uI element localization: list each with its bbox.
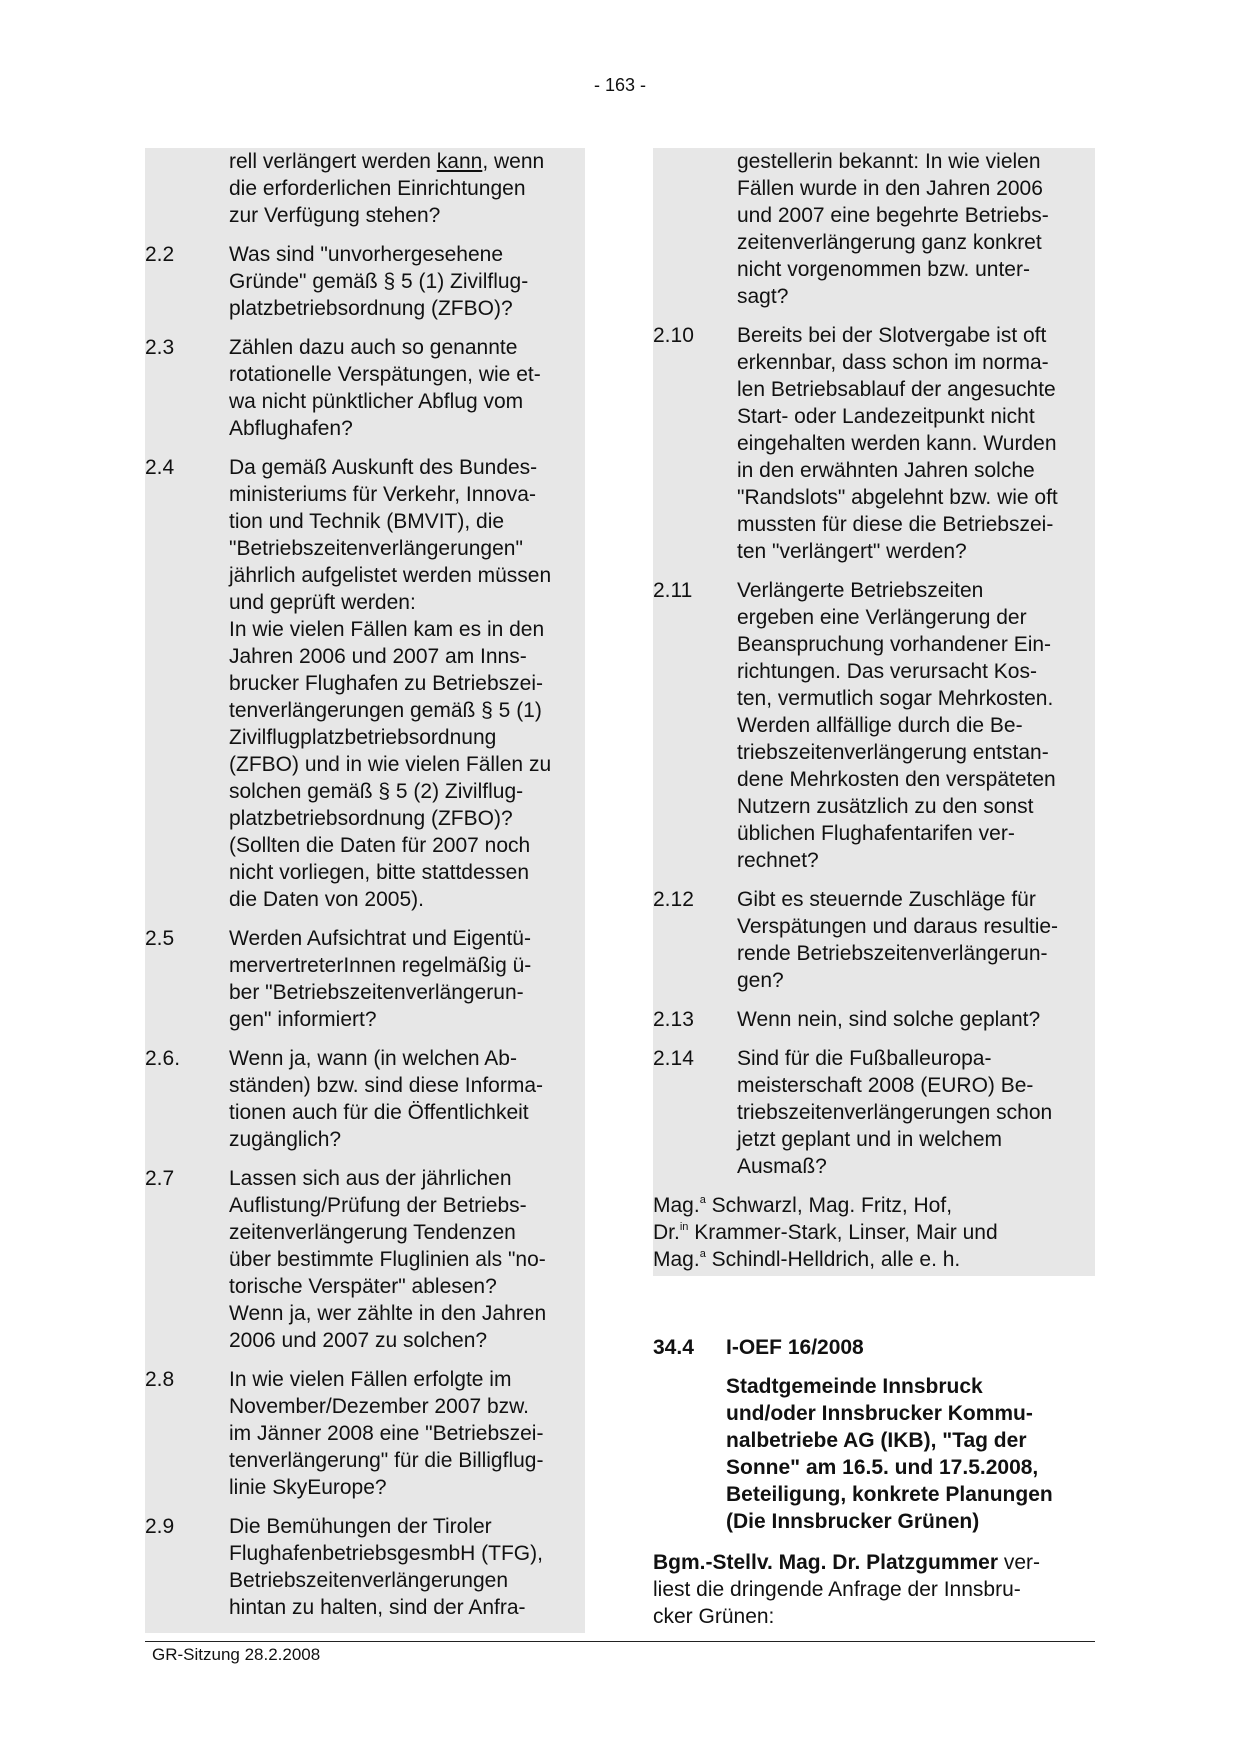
question-line: torische Verspäter" ablesen?	[229, 1275, 497, 1298]
signature-line	[653, 1246, 1095, 1273]
question-line: tion und Technik (BMVIT), die	[229, 510, 505, 533]
question-line: üblichen Flughafentarifen ver-	[737, 822, 1015, 845]
signature-names: Schwarzl, Mag. Fritz, Hof,	[705, 1194, 953, 1217]
left-column	[145, 148, 585, 1633]
question-number: 2.4	[145, 456, 175, 479]
question-line: tenverlängerungen gemäß § 5 (1)	[229, 699, 542, 722]
question-line: Wenn nein, sind solche geplant?	[737, 1008, 1041, 1031]
question-line: nicht vorliegen, bitte stattdessen	[229, 861, 530, 884]
signature-names: Krammer-Stark, Linser, Mair und	[688, 1221, 998, 1244]
signature-block	[653, 1192, 1095, 1273]
continuation-before: rell verlängert werden	[229, 150, 437, 173]
question-line: Abflughafen?	[229, 417, 353, 440]
continuation-line: Fällen wurde in den Jahren 2006	[737, 177, 1043, 200]
question-line: Die Bemühungen der Tiroler	[229, 1515, 492, 1538]
signature-title: Dr.	[653, 1221, 680, 1244]
question-text	[229, 925, 585, 1033]
continuation-line: nicht vorgenommen bzw. unter-	[737, 258, 1030, 281]
question-item	[145, 334, 585, 442]
question-line: in den erwähnten Jahren solche	[737, 459, 1035, 482]
question-line: len Betriebsablauf der angesuchte	[737, 378, 1056, 401]
intro-line: liest die dringende Anfrage der Innsbru-	[653, 1578, 1021, 1601]
question-item	[145, 1045, 585, 1153]
question-text	[229, 454, 585, 913]
page-number: - 163 -	[593, 75, 647, 95]
continuation-line	[229, 148, 585, 175]
signature-title: Mag.	[653, 1248, 700, 1271]
question-line: Nutzern zusätzlich zu den sonst	[737, 795, 1034, 818]
question-line: richtungen. Das verursacht Kos-	[737, 660, 1037, 683]
question-number: 2.5	[145, 927, 175, 950]
question-item	[653, 1045, 1095, 1180]
question-line: wa nicht pünktlicher Abflug vom	[229, 390, 524, 413]
underlined-word: kann	[436, 150, 483, 173]
question-line: triebszeitenverlängerungen schon	[737, 1101, 1053, 1124]
question-line: Betriebszeitenverlängerungen	[229, 1569, 509, 1592]
question-line: In wie vielen Fällen kam es in den	[229, 618, 545, 641]
intro-line: cker Grünen:	[653, 1605, 775, 1628]
question-line: In wie vielen Fällen erfolgte im	[229, 1368, 512, 1391]
question-number: 2.10	[653, 324, 694, 347]
question-line: über bestimmte Fluglinien als "no-	[229, 1248, 546, 1271]
continuation-line: sagt?	[737, 285, 789, 308]
question-line: jetzt geplant und in welchem	[737, 1128, 1002, 1151]
question-line: hintan zu halten, sind der Anfra-	[229, 1596, 526, 1619]
question-text	[229, 241, 585, 322]
question-text	[229, 1366, 585, 1501]
continuation-line: zur Verfügung stehen?	[229, 204, 441, 227]
question-line: Ausmaß?	[737, 1155, 827, 1178]
section-title-line: nalbetriebe AG (IKB), "Tag der	[726, 1429, 1027, 1452]
question-item	[145, 925, 585, 1033]
question-line: Lassen sich aus der jährlichen	[229, 1167, 512, 1190]
question-line: Auflistung/Prüfung der Betriebs-	[229, 1194, 527, 1217]
question-line: jährlich aufgelistet werden müssen	[229, 564, 552, 587]
question-text	[737, 1006, 1095, 1033]
question-number: 2.3	[145, 336, 175, 359]
question-text	[737, 577, 1095, 874]
question-line: November/Dezember 2007 bzw.	[229, 1395, 529, 1418]
question-line: im Jänner 2008 eine "Betriebszei-	[229, 1422, 544, 1445]
question-line: linie SkyEurope?	[229, 1476, 387, 1499]
question-line: Zählen dazu auch so genannte	[229, 336, 518, 359]
question-line: solchen gemäß § 5 (2) Zivilflug-	[229, 780, 524, 803]
signature-line	[653, 1192, 1095, 1219]
question-line: mervertreterInnen regelmäßig ü-	[229, 954, 532, 977]
question-number: 2.6.	[145, 1047, 181, 1070]
question-number: 2.2	[145, 243, 175, 266]
question-line: Gründe" gemäß § 5 (1) Zivilflug-	[229, 270, 529, 293]
signature-line	[653, 1219, 1095, 1246]
question-number: 2.12	[653, 888, 694, 911]
question-text	[737, 1045, 1095, 1180]
question-line: Werden Aufsichtrat und Eigentü-	[229, 927, 531, 950]
question-line: rechnet?	[737, 849, 819, 872]
question-line: rende Betriebszeitenverlängerun-	[737, 942, 1048, 965]
signature-superscript: in	[679, 1221, 689, 1233]
question-line: Zivilflugplatzbetriebsordnung	[229, 726, 497, 749]
question-item	[653, 322, 1095, 565]
question-line: (ZFBO) und in wie vielen Fällen zu	[229, 753, 552, 776]
question-line: Werden allfällige durch die Be-	[737, 714, 1023, 737]
left-question-list	[145, 241, 585, 1621]
question-line: die Daten von 2005).	[229, 888, 424, 911]
question-line: Gibt es steuernde Zuschläge für	[737, 888, 1036, 911]
speaker-name: Bgm.-Stellv. Mag. Dr. Platzgummer	[653, 1551, 999, 1574]
question-item	[653, 577, 1095, 874]
section-title-line: Sonne" am 16.5. und 17.5.2008,	[726, 1456, 1039, 1479]
signature-superscript: a	[699, 1194, 706, 1206]
question-line: "Randslots" abgelehnt bzw. wie oft	[737, 486, 1058, 509]
question-line: "Betriebszeitenverlängerungen"	[229, 537, 523, 560]
question-line: FlughafenbetriebsgesmbH (TFG),	[229, 1542, 543, 1565]
question-line: Wenn ja, wann (in welchen Ab-	[229, 1047, 517, 1070]
section-number: 34.4	[653, 1336, 694, 1359]
section-code: I-OEF 16/2008	[726, 1336, 864, 1359]
continuation-after: , wenn	[482, 150, 545, 173]
section-title-line: und/oder Innsbrucker Kommu-	[726, 1402, 1033, 1425]
question-line: Verspätungen und daraus resultie-	[737, 915, 1059, 938]
right-column	[653, 148, 1095, 1273]
signature-title: Mag.	[653, 1194, 700, 1217]
question-line: rotationelle Verspätungen, wie et-	[229, 363, 541, 386]
signature-superscript: a	[699, 1248, 706, 1260]
question-text	[229, 334, 585, 442]
question-line: zeitenverlängerung Tendenzen	[229, 1221, 516, 1244]
section-heading	[653, 1334, 1095, 1361]
question-number: 2.7	[145, 1167, 175, 1190]
continuation-line: gestellerin bekannt: In wie vielen	[737, 150, 1041, 173]
question-text	[229, 1513, 585, 1621]
question-item	[145, 1165, 585, 1354]
question-line: Start- oder Landezeitpunkt nicht	[737, 405, 1035, 428]
right-question-list	[653, 322, 1095, 1180]
question-line: Verlängerte Betriebszeiten	[737, 579, 984, 602]
question-line: Beanspruchung vorhandener Ein-	[737, 633, 1052, 656]
continuation-line: und 2007 eine begehrte Betriebs-	[737, 204, 1049, 227]
question-line: ber "Betriebszeitenverlängerun-	[229, 981, 524, 1004]
question-line: Jahren 2006 und 2007 am Inns-	[229, 645, 527, 668]
question-line: gen?	[737, 969, 784, 992]
section-title-line: (Die Innsbrucker Grünen)	[726, 1510, 980, 1533]
question-number: 2.8	[145, 1368, 175, 1391]
question-line: brucker Flughafen zu Betriebszei-	[229, 672, 543, 695]
question-text	[229, 1165, 585, 1354]
question-line: Bereits bei der Slotvergabe ist oft	[737, 324, 1047, 347]
question-line: dene Mehrkosten den verspäteten	[737, 768, 1056, 791]
question-item	[145, 241, 585, 322]
question-line: ständen) bzw. sind diese Informa-	[229, 1074, 543, 1097]
question-text	[737, 322, 1095, 565]
question-line: Was sind "unvorhergesehene	[229, 243, 504, 266]
question-item	[653, 886, 1095, 994]
question-line: meisterschaft 2008 (EURO) Be-	[737, 1074, 1034, 1097]
intro-rest: ver-	[998, 1551, 1041, 1574]
question-line: gen" informiert?	[229, 1008, 377, 1031]
continuation-line: zeitenverlängerung ganz konkret	[737, 231, 1042, 254]
footer: GR-Sitzung 28.2.2008	[152, 1645, 321, 1664]
question-line: ministeriums für Verkehr, Innova-	[229, 483, 536, 506]
question-number: 2.14	[653, 1047, 694, 1070]
section-title	[653, 1373, 1095, 1535]
question-number: 2.9	[145, 1515, 175, 1538]
left-continuation	[145, 148, 585, 229]
question-item	[145, 1513, 585, 1621]
section-intro	[653, 1549, 1095, 1630]
question-line: erkennbar, dass schon im norma-	[737, 351, 1049, 374]
question-line: Sind für die Fußballeuropa-	[737, 1047, 992, 1070]
right-continuation	[653, 148, 1095, 310]
question-text	[229, 1045, 585, 1153]
question-item	[653, 1006, 1095, 1033]
question-line: und geprüft werden:	[229, 591, 416, 614]
question-line: ergeben eine Verlängerung der	[737, 606, 1027, 629]
signature-names: Schindl-Helldrich, alle e. h.	[705, 1248, 961, 1271]
question-line: platzbetriebsordnung (ZFBO)?	[229, 297, 513, 320]
question-line: tenverlängerung" für die Billigflug-	[229, 1449, 544, 1472]
question-line: tionen auch für die Öffentlichkeit	[229, 1101, 529, 1124]
question-item	[145, 454, 585, 913]
question-line: Wenn ja, wer zählte in den Jahren	[229, 1302, 547, 1325]
question-line: (Sollten die Daten für 2007 noch	[229, 834, 531, 857]
question-text	[737, 886, 1095, 994]
question-line: platzbetriebsordnung (ZFBO)?	[229, 807, 513, 830]
question-line: eingehalten werden kann. Wurden	[737, 432, 1057, 455]
question-line: zugänglich?	[229, 1128, 342, 1151]
question-number: 2.13	[653, 1008, 694, 1031]
question-line: 2006 und 2007 zu solchen?	[229, 1329, 488, 1352]
section-title-line: Beteiligung, konkrete Planungen	[726, 1483, 1053, 1506]
question-line: Da gemäß Auskunft des Bundes-	[229, 456, 538, 479]
continuation-line: die erforderlichen Einrichtungen	[229, 177, 526, 200]
intro-line	[653, 1549, 1095, 1576]
question-line: mussten für diese die Betriebszei-	[737, 513, 1054, 536]
question-item	[145, 1366, 585, 1501]
question-number: 2.11	[653, 579, 693, 602]
footer-rule	[145, 1641, 1095, 1642]
question-line: ten, vermutlich sogar Mehrkosten.	[737, 687, 1054, 710]
section-34-4	[653, 1334, 1095, 1630]
question-line: triebszeitenverlängerung entstan-	[737, 741, 1049, 764]
section-title-line: Stadtgemeinde Innsbruck	[726, 1375, 983, 1398]
question-line: ten "verlängert" werden?	[737, 540, 967, 563]
